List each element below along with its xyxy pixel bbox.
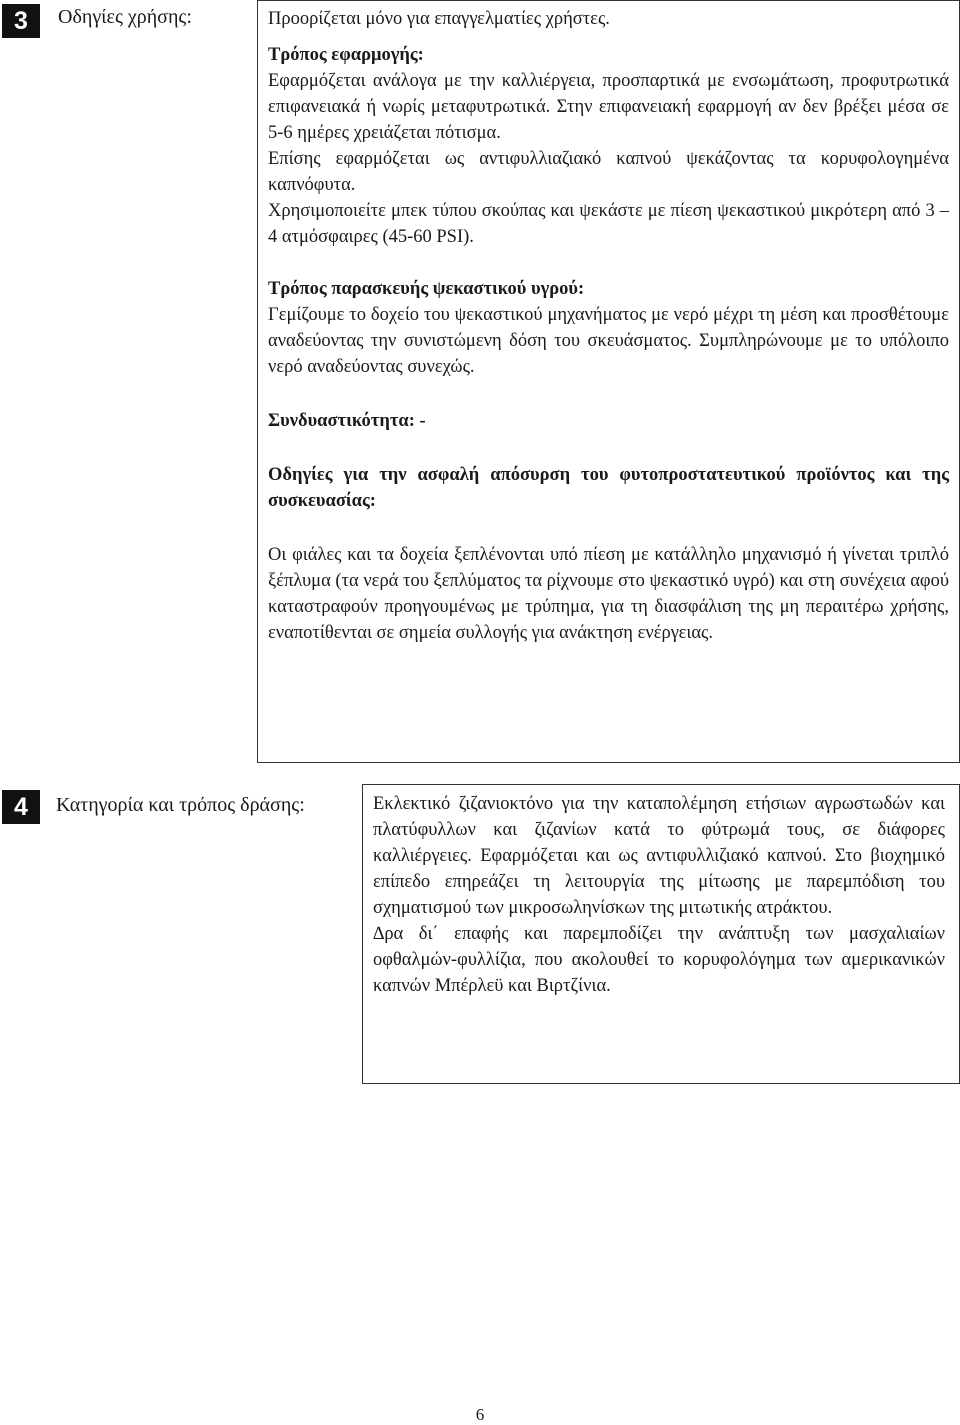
page-number: 6 [475,1405,485,1424]
section-4-content-box [362,784,960,1084]
preparation-heading: Τρόπος παρασκευής ψεκαστικού υγρού: [268,279,585,299]
disposal-heading: Οδηγίες για την ασφαλή απόσυρση του φυτοπροστατευτικού προϊόντος και της συσκευασίας: [268,465,949,511]
action-paragraph-1: Εκλεκτικό ζιζανιοκτόνο για την καταπολέμηση ετήσιων αγρωστωδών και πλατύφυλλων και ζιζανίων κατά το φύτρωμά τους, σε διάφορες καλλιέργειες. Εφαρμόζεται και ως αντιφυλλιζιακό καπνού. Στο βιοχημικό επίπεδο επηρεάζει τη λειτουργία της μίτωσης με παρεμπόδιση του σχηματισμού των μικροσωληνίσκων της μιτωτικής ατράκτου. [373,794,945,918]
action-paragraph-2: ∆ρα δι΄ επαφής και παρεμποδίζει την ανάπτυξη των μασχαλιαίων οφθαλμών-φυλλίζια, που ακολουθεί το κορυφολόγημα των αμερικανικών καπνών Μπέρλεϋ και Βιρτζίνια. [373,924,945,996]
section-3-number: 3 [2,4,40,38]
section-3-content-box [257,0,960,763]
section-4-label: Κατηγορία και τρόπος δράσης: [56,794,305,816]
preparation-text: Γεμίζουμε το δοχείο του ψεκαστικού μηχανήματος με νερό μέχρι τη μέση και προσθέτουμε αναδεύοντας την συνιστώμενη δόση του σκευάσματος. Συμπληρώνουμε με το υπόλοιπο νερό αναδεύοντας συνεχώς. [268,305,949,377]
disposal-text: Οι φιάλες και τα δοχεία ξεπλένονται υπό πίεση με κατάλληλο μηχανισμό ή γίνεται τριπλό ξέπλυμα (τα νερά του ξεπλύματος τα ρίχνουμε στο ψεκαστικό υγρό) και στη συνέχεια αφού καταστραφούν προηγουμένως με τρύπημα, για τη διασφάλιση της μη περαιτέρω χρήσης, εναποτίθενται σε σημεία συλλογής για ανάκτηση ενέργειας. [268,545,949,643]
application-heading: Τρόπος εφαρμογής: [268,45,424,65]
application-paragraph-2: Επίσης εφαρμόζεται ως αντιφυλλιαζιακό καπνού ψεκάζοντας τα κορυφολογημένα καπνόφυτα. [268,149,949,195]
application-paragraph-3: Χρησιμοποιείτε μπεκ τύπου σκούπας και ψεκάστε με πίεση ψεκαστικού μικρότερη από 3 –4 ατμόσφαιρες (45-60 PSI). [268,201,949,247]
application-paragraph-1: Εφαρμόζεται ανάλογα με την καλλιέργεια, προσπαρτικά με ενσωμάτωση, προφυτρωτικά επιφανειακά ή νωρίς μεταφυτρωτικά. Στην επιφανειακή εφαρμογή αν δεν βρέξει μέσα σε 5-6 ημέρες χρειάζεται πότισμα. [268,71,949,143]
section-3-label: Οδηγίες χρήσης: [58,6,192,28]
intro-text: Προορίζεται μόνο για επαγγελματίες χρήστες. [268,9,610,29]
section-4-number: 4 [2,790,40,824]
compatibility-heading: Συνδυαστικότητα: - [268,411,426,431]
